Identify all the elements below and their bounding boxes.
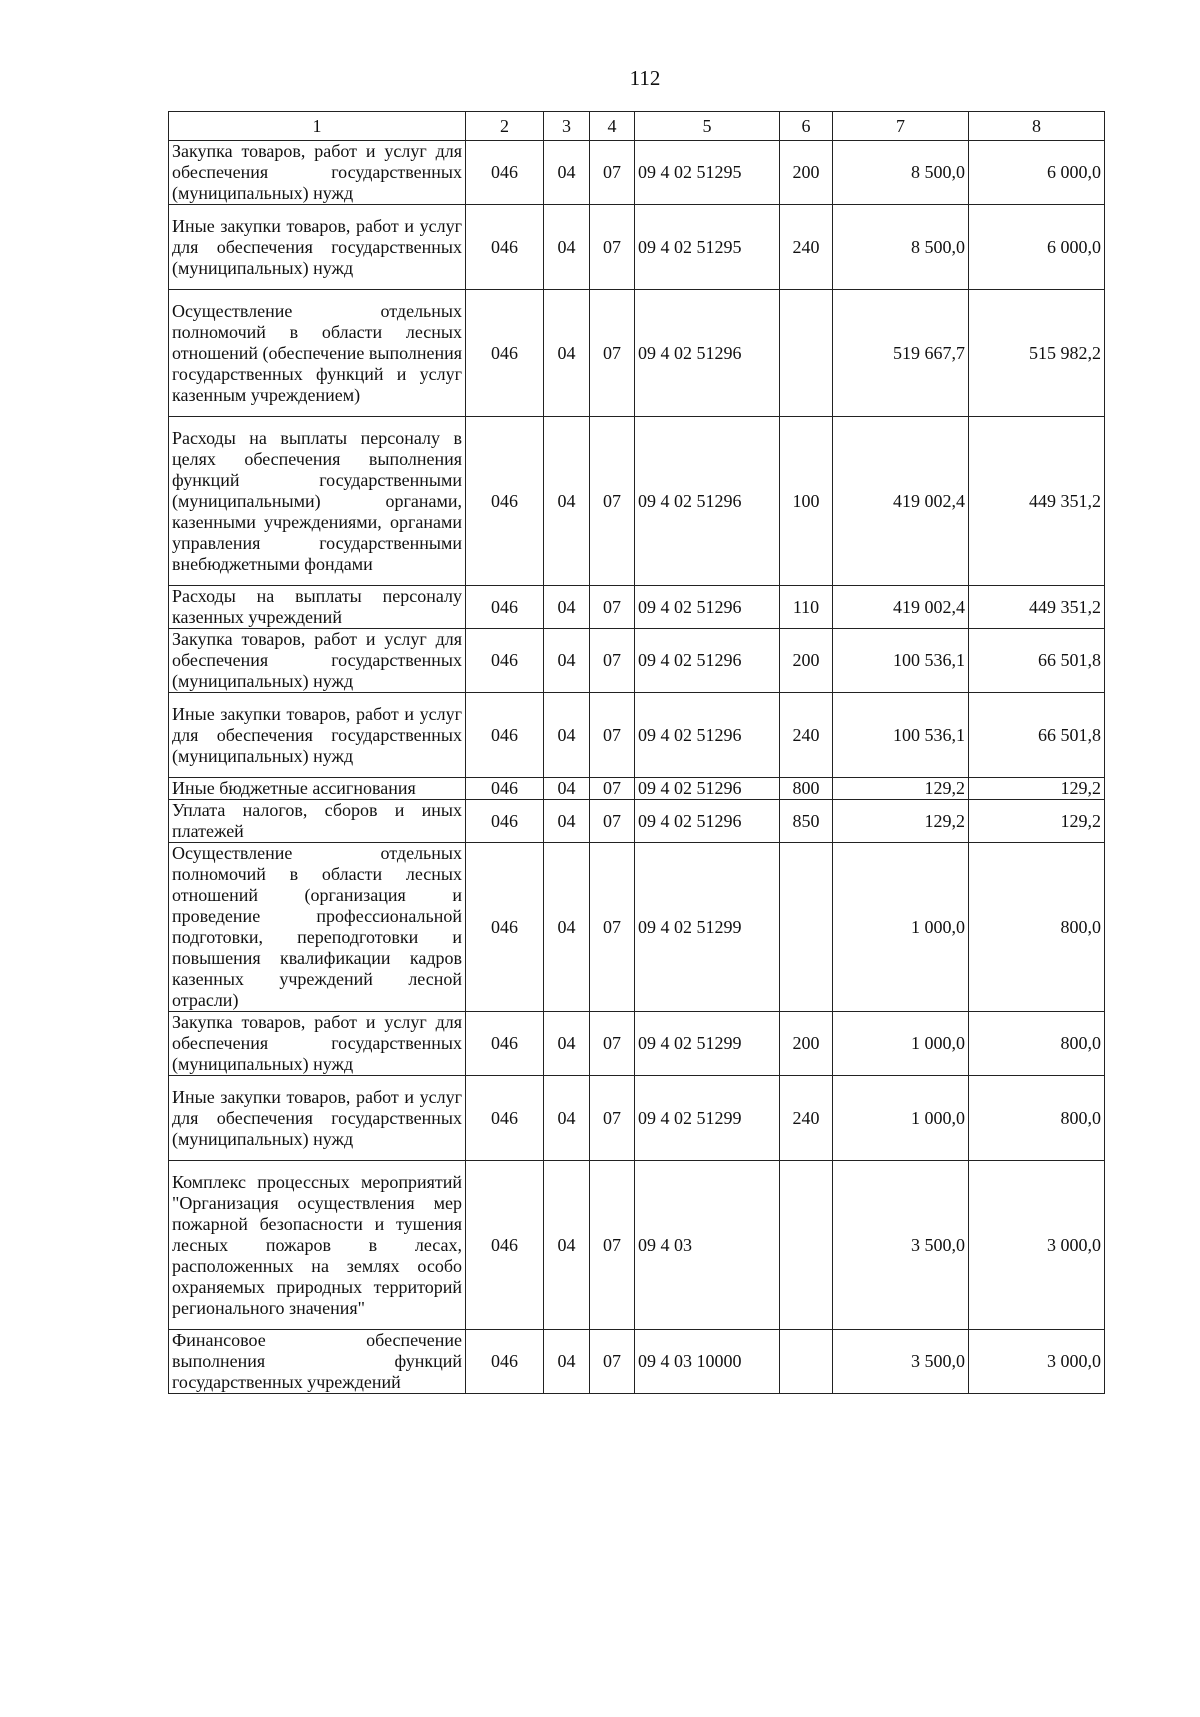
cell-subsection: 07: [590, 205, 635, 290]
cell-expense-type: 800: [780, 778, 833, 800]
cell-ministry: 046: [466, 800, 544, 843]
cell-amount-col7: 100 536,1: [833, 629, 969, 693]
cell-target-code: 09 4 02 51296: [635, 586, 780, 629]
row-name: Осуществление отдельных полномочий в области лесных отношений (обеспечение выполнения государственных функций и услуг казенным учреждением): [169, 290, 466, 417]
cell-ministry: 046: [466, 1330, 544, 1394]
cell-ministry: 046: [466, 141, 544, 205]
row-name: Закупка товаров, работ и услуг для обеспечения государственных (муниципальных) нужд: [169, 629, 466, 693]
table-row: [169, 800, 1105, 843]
cell-target-code: 09 4 02 51296: [635, 290, 780, 417]
cell-subsection: 07: [590, 629, 635, 693]
cell-target-code: 09 4 02 51296: [635, 629, 780, 693]
cell-ministry: 046: [466, 843, 544, 1012]
cell-target-code: 09 4 02 51296: [635, 800, 780, 843]
row-name: Финансовое обеспечение выполнения функций государственных учреждений: [169, 1330, 466, 1394]
row-name: Расходы на выплаты персоналу казенных учреждений: [169, 586, 466, 629]
cell-amount-col7: 1 000,0: [833, 1012, 969, 1076]
cell-subsection: 07: [590, 1012, 635, 1076]
cell-expense-type: 240: [780, 205, 833, 290]
cell-section: 04: [544, 141, 590, 205]
cell-subsection: 07: [590, 1330, 635, 1394]
row-name: Расходы на выплаты персоналу в целях обеспечения выполнения функций государственными (муниципальными) органами, казенными учреждениями, органами управления государственными внебюджетными фондами: [169, 417, 466, 586]
cell-ministry: 046: [466, 290, 544, 417]
cell-section: 04: [544, 693, 590, 778]
table-row: [169, 417, 1105, 586]
header-cell: 1: [169, 112, 466, 141]
cell-ministry: 046: [466, 693, 544, 778]
page-number: 112: [629, 66, 661, 90]
cell-subsection: 07: [590, 141, 635, 205]
table-row: [169, 141, 1105, 205]
cell-target-code: 09 4 02 51296: [635, 693, 780, 778]
table-row: [169, 1076, 1105, 1161]
header-cell: 3: [544, 112, 590, 141]
cell-amount-col7: 3 500,0: [833, 1330, 969, 1394]
cell-ministry: 046: [466, 778, 544, 800]
cell-section: 04: [544, 205, 590, 290]
row-name: Уплата налогов, сборов и иных платежей: [169, 800, 466, 843]
cell-target-code: 09 4 03: [635, 1161, 780, 1330]
row-name: Закупка товаров, работ и услуг для обеспечения государственных (муниципальных) нужд: [169, 141, 466, 205]
cell-amount-col8: 800,0: [969, 1012, 1105, 1076]
cell-amount-col8: 3 000,0: [969, 1161, 1105, 1330]
cell-section: 04: [544, 800, 590, 843]
cell-target-code: 09 4 02 51299: [635, 1012, 780, 1076]
cell-expense-type: 200: [780, 1012, 833, 1076]
cell-subsection: 07: [590, 290, 635, 417]
table-row: [169, 586, 1105, 629]
cell-amount-col8: 449 351,2: [969, 586, 1105, 629]
cell-subsection: 07: [590, 586, 635, 629]
cell-expense-type: 850: [780, 800, 833, 843]
cell-expense-type: 100: [780, 417, 833, 586]
cell-section: 04: [544, 1076, 590, 1161]
header-cell: 4: [590, 112, 635, 141]
table-row: [169, 1161, 1105, 1330]
cell-amount-col7: 8 500,0: [833, 205, 969, 290]
cell-expense-type: 200: [780, 141, 833, 205]
cell-amount-col8: 3 000,0: [969, 1330, 1105, 1394]
header-cell: 2: [466, 112, 544, 141]
row-name: Иные закупки товаров, работ и услуг для обеспечения государственных (муниципальных) нужд: [169, 693, 466, 778]
cell-section: 04: [544, 417, 590, 586]
cell-ministry: 046: [466, 586, 544, 629]
row-name: Осуществление отдельных полномочий в области лесных отношений (организация и проведение профессиональной подготовки, переподготовки и повышения квалификации кадров казенных учреждений лесной отрасли): [169, 843, 466, 1012]
cell-amount-col7: 100 536,1: [833, 693, 969, 778]
cell-expense-type: 200: [780, 629, 833, 693]
cell-expense-type: 240: [780, 1076, 833, 1161]
cell-section: 04: [544, 1330, 590, 1394]
cell-subsection: 07: [590, 843, 635, 1012]
cell-amount-col8: 6 000,0: [969, 205, 1105, 290]
cell-target-code: 09 4 02 51296: [635, 417, 780, 586]
cell-amount-col7: 3 500,0: [833, 1161, 969, 1330]
cell-subsection: 07: [590, 800, 635, 843]
cell-expense-type: [780, 1161, 833, 1330]
header-row: [169, 112, 1105, 141]
cell-amount-col7: 419 002,4: [833, 586, 969, 629]
table-row: [169, 629, 1105, 693]
row-name: Комплекс процессных мероприятий "Организация осуществления мер пожарной безопасности и тушения лесных пожаров в лесах, расположенных на землях особо охраняемых природных территорий регионального значения": [169, 1161, 466, 1330]
cell-amount-col8: 800,0: [969, 1076, 1105, 1161]
cell-amount-col8: 6 000,0: [969, 141, 1105, 205]
table-row: [169, 290, 1105, 417]
cell-expense-type: 110: [780, 586, 833, 629]
cell-subsection: 07: [590, 1076, 635, 1161]
cell-amount-col8: 66 501,8: [969, 693, 1105, 778]
table-row: [169, 843, 1105, 1012]
cell-amount-col8: 129,2: [969, 800, 1105, 843]
cell-section: 04: [544, 1012, 590, 1076]
cell-section: 04: [544, 1161, 590, 1330]
cell-ministry: 046: [466, 1161, 544, 1330]
table-row: [169, 693, 1105, 778]
cell-target-code: 09 4 03 10000: [635, 1330, 780, 1394]
row-name: Иные закупки товаров, работ и услуг для обеспечения государственных (муниципальных) нужд: [169, 1076, 466, 1161]
table-row: [169, 778, 1105, 800]
cell-amount-col7: 129,2: [833, 800, 969, 843]
header-cell: 8: [969, 112, 1105, 141]
cell-amount-col8: 129,2: [969, 778, 1105, 800]
cell-ministry: 046: [466, 205, 544, 290]
row-name: Иные закупки товаров, работ и услуг для обеспечения государственных (муниципальных) нужд: [169, 205, 466, 290]
table-body: [169, 141, 1105, 1394]
cell-amount-col7: 419 002,4: [833, 417, 969, 586]
cell-section: 04: [544, 290, 590, 417]
cell-subsection: 07: [590, 417, 635, 586]
cell-target-code: 09 4 02 51296: [635, 778, 780, 800]
cell-amount-col8: 800,0: [969, 843, 1105, 1012]
cell-subsection: 07: [590, 778, 635, 800]
cell-target-code: 09 4 02 51295: [635, 205, 780, 290]
cell-amount-col8: 66 501,8: [969, 629, 1105, 693]
cell-expense-type: [780, 1330, 833, 1394]
cell-target-code: 09 4 02 51295: [635, 141, 780, 205]
cell-expense-type: 240: [780, 693, 833, 778]
cell-ministry: 046: [466, 1076, 544, 1161]
cell-amount-col7: 8 500,0: [833, 141, 969, 205]
cell-target-code: 09 4 02 51299: [635, 1076, 780, 1161]
cell-amount-col7: 129,2: [833, 778, 969, 800]
row-name: Закупка товаров, работ и услуг для обеспечения государственных (муниципальных) нужд: [169, 1012, 466, 1076]
table-row: [169, 1012, 1105, 1076]
cell-expense-type: [780, 290, 833, 417]
cell-amount-col7: 519 667,7: [833, 290, 969, 417]
cell-ministry: 046: [466, 629, 544, 693]
header-cell: 7: [833, 112, 969, 141]
cell-amount-col7: 1 000,0: [833, 1076, 969, 1161]
cell-section: 04: [544, 586, 590, 629]
table-row: [169, 1330, 1105, 1394]
budget-table: [168, 111, 1105, 1394]
cell-subsection: 07: [590, 1161, 635, 1330]
cell-amount-col8: 515 982,2: [969, 290, 1105, 417]
cell-ministry: 046: [466, 417, 544, 586]
cell-section: 04: [544, 843, 590, 1012]
row-name: Иные бюджетные ассигнования: [169, 778, 466, 800]
cell-amount-col8: 449 351,2: [969, 417, 1105, 586]
cell-expense-type: [780, 843, 833, 1012]
header-cell: 6: [780, 112, 833, 141]
cell-section: 04: [544, 778, 590, 800]
cell-target-code: 09 4 02 51299: [635, 843, 780, 1012]
cell-amount-col7: 1 000,0: [833, 843, 969, 1012]
header-cell: 5: [635, 112, 780, 141]
cell-ministry: 046: [466, 1012, 544, 1076]
cell-subsection: 07: [590, 693, 635, 778]
cell-section: 04: [544, 629, 590, 693]
table-row: [169, 205, 1105, 290]
